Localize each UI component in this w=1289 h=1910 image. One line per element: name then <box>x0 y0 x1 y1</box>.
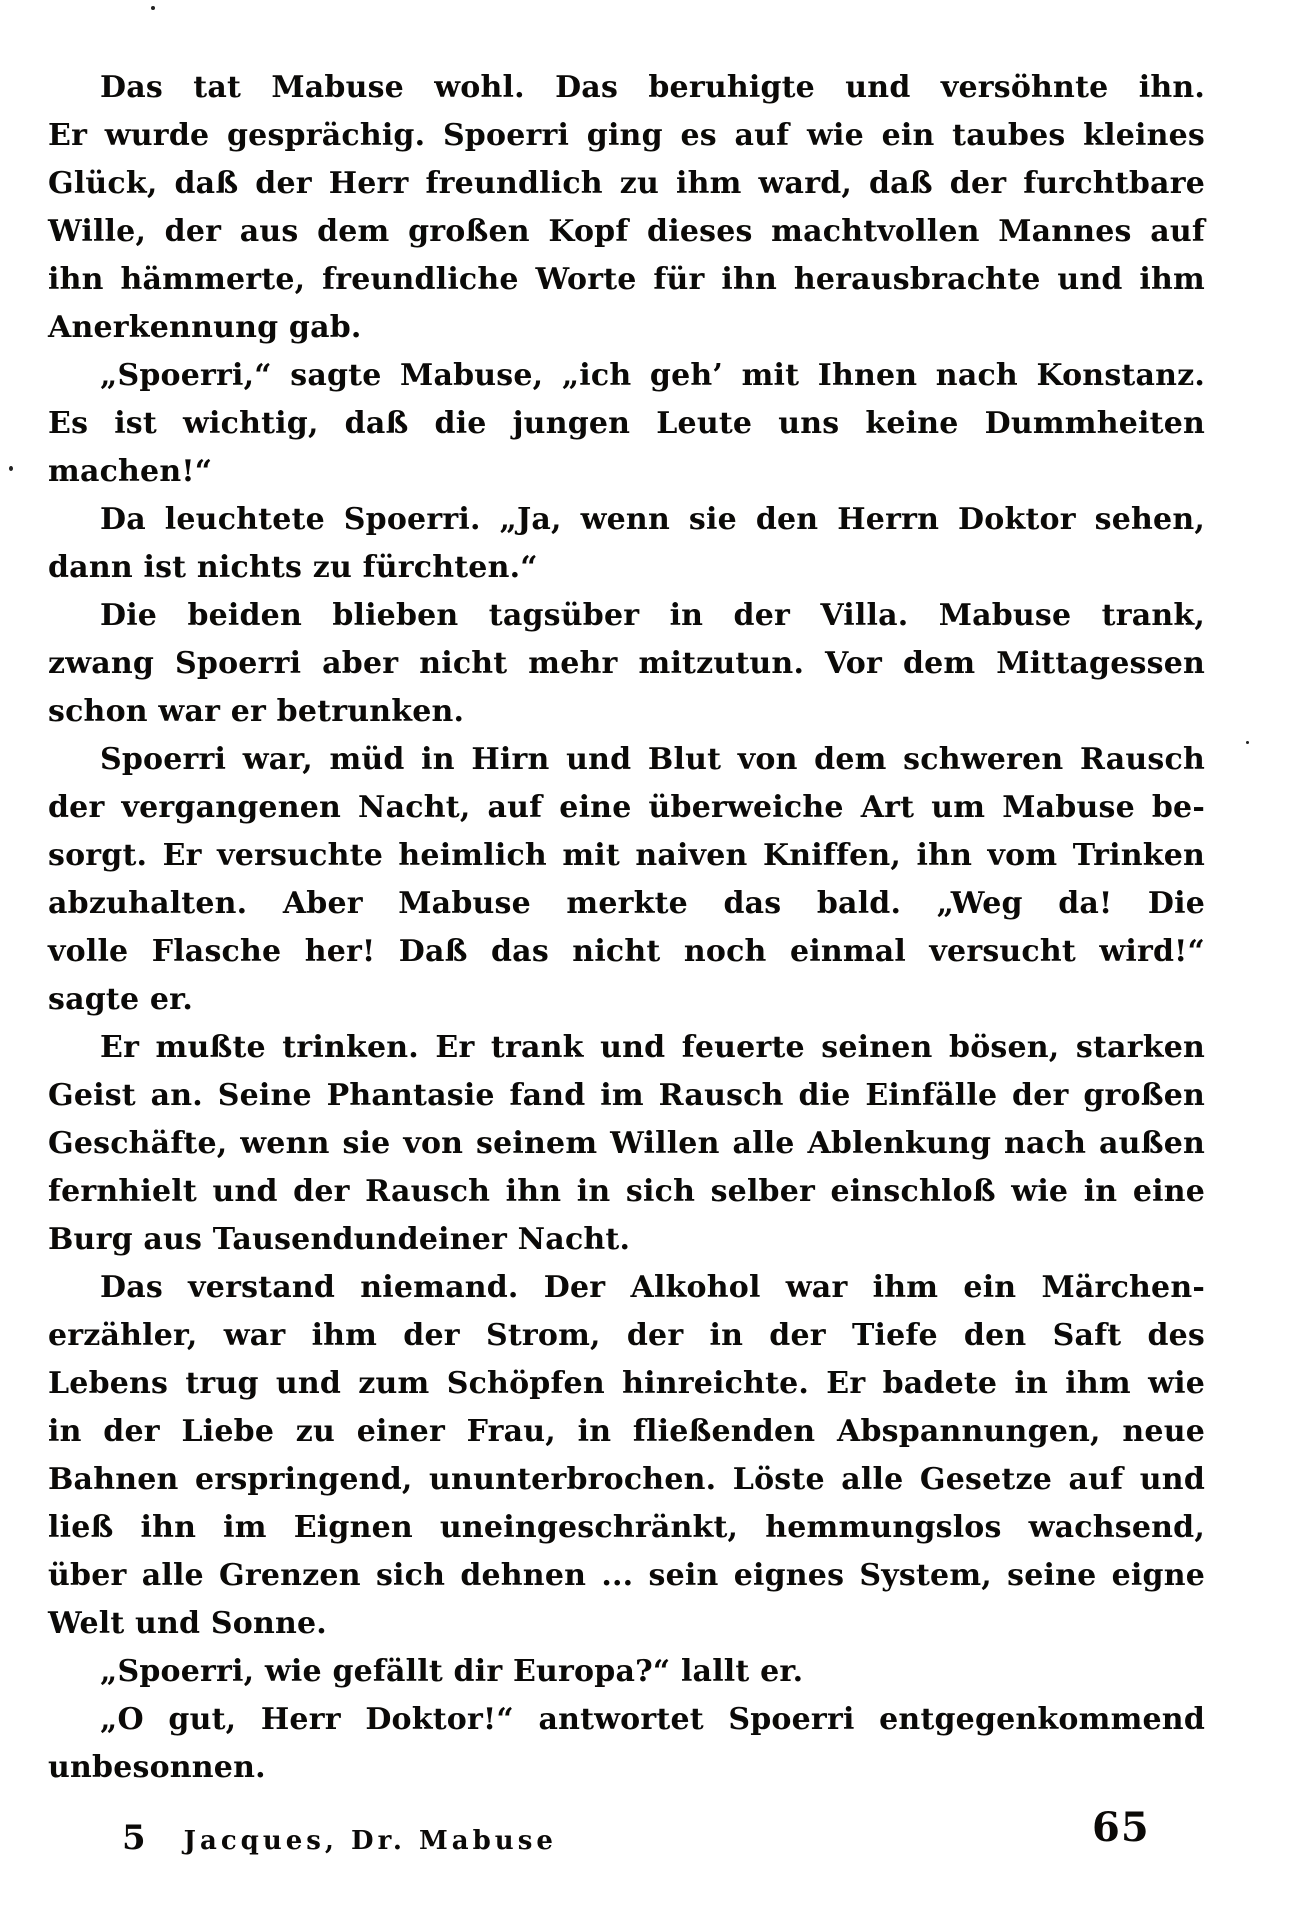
text-line: „Spoerri,“ sagte Mabuse, „ich geh’ mit Ihnen nach Konstanz. <box>100 358 1205 393</box>
paragraph <box>48 1696 1205 1792</box>
text-line: fernhielt und der Rausch ihn in sich selber einschloß wie in eine <box>48 1174 1205 1209</box>
text-line: ließ ihn im Eignen uneingeschränkt, hemmungslos wachsend, <box>48 1510 1205 1545</box>
paragraph <box>48 1264 1205 1648</box>
paragraph <box>48 592 1205 736</box>
text-line: dann ist nichts zu fürchten.“ <box>48 550 538 585</box>
scan-speck <box>9 466 13 471</box>
text-line: der vergangenen Nacht, auf eine überweiche Art um Mabuse be- <box>48 790 1205 825</box>
paragraph <box>48 1648 1205 1696</box>
text-line: Er wurde gesprächig. Spoerri ging es auf wie ein taubes kleines <box>48 118 1205 153</box>
text-line: schon war er betrunken. <box>48 694 465 729</box>
page-number: 65 <box>1092 1804 1150 1851</box>
text-line: Anerkennung gab. <box>48 310 362 345</box>
text-line: Glück, daß der Herr freundlich zu ihm ward, daß der furchtbare <box>48 166 1205 201</box>
text-line: Bahnen erspringend, ununterbrochen. Löste alle Gesetze auf und <box>48 1462 1205 1497</box>
scan-speck <box>1246 741 1249 744</box>
text-line: Das verstand niemand. Der Alkohol war ihm ein Märchen- <box>100 1270 1205 1305</box>
text-line: Welt und Sonne. <box>48 1606 327 1641</box>
paragraph <box>48 496 1205 592</box>
text-line: in der Liebe zu einer Frau, in fließenden Abspannungen, neue <box>48 1414 1205 1449</box>
text-line: über alle Grenzen sich dehnen ... sein eignes System, seine eigne <box>48 1558 1205 1593</box>
text-line: unbesonnen. <box>48 1750 266 1785</box>
scan-speck <box>151 6 155 10</box>
text-line: Burg aus Tausendundeiner Nacht. <box>48 1222 631 1257</box>
signature-title: Jacques, Dr. Mabuse <box>183 1826 557 1856</box>
paragraph <box>48 64 1205 352</box>
printer-signature <box>122 1818 557 1858</box>
text-line: Spoerri war, müd in Hirn und Blut von dem schweren Rausch <box>100 742 1205 777</box>
paragraph <box>48 1024 1205 1264</box>
text-line: erzähler, war ihm der Strom, der in der Tiefe den Saft des <box>48 1318 1205 1353</box>
text-line: volle Flasche her! Daß das nicht noch einmal versucht wird!“ <box>48 934 1205 969</box>
text-line: sorgt. Er versuchte heimlich mit naiven Kniffen, ihn vom Trinken <box>48 838 1205 873</box>
page-text <box>48 64 1205 1792</box>
text-line: Geschäfte, wenn sie von seinem Willen alle Ablenkung nach außen <box>48 1126 1205 1161</box>
text-line: Lebens trug und zum Schöpfen hinreichte. Er badete in ihm wie <box>48 1366 1205 1401</box>
text-line: Das tat Mabuse wohl. Das beruhigte und versöhnte ihn. <box>100 70 1205 105</box>
text-line: zwang Spoerri aber nicht mehr mitzutun. Vor dem Mittagessen <box>48 646 1205 681</box>
text-line: Es ist wichtig, daß die jungen Leute uns keine Dummheiten machen!“ <box>48 406 1205 489</box>
text-line: ihn hämmerte, freundliche Worte für ihn herausbrachte und ihm <box>48 262 1205 297</box>
text-line: „Spoerri, wie gefällt dir Europa?“ lallt er. <box>100 1654 804 1689</box>
text-line: Er mußte trinken. Er trank und feuerte seinen bösen, starken <box>100 1030 1205 1065</box>
signature-number: 5 <box>122 1818 146 1858</box>
text-line: Die beiden blieben tagsüber in der Villa. Mabuse trank, <box>100 598 1205 633</box>
text-line: sagte er. <box>48 982 194 1017</box>
text-line: Geist an. Seine Phantasie fand im Rausch die Einfälle der großen <box>48 1078 1205 1113</box>
text-line: Wille, der aus dem großen Kopf dieses machtvollen Mannes auf <box>48 214 1205 249</box>
paragraph <box>48 736 1205 1024</box>
text-line: Da leuchtete Spoerri. „Ja, wenn sie den Herrn Doktor sehen, <box>100 502 1205 537</box>
text-line: „O gut, Herr Doktor!“ antwortet Spoerri entgegenkommend <box>100 1702 1205 1737</box>
paragraph <box>48 352 1205 496</box>
text-line: abzuhalten. Aber Mabuse merkte das bald. „Weg da! Die <box>48 886 1205 921</box>
